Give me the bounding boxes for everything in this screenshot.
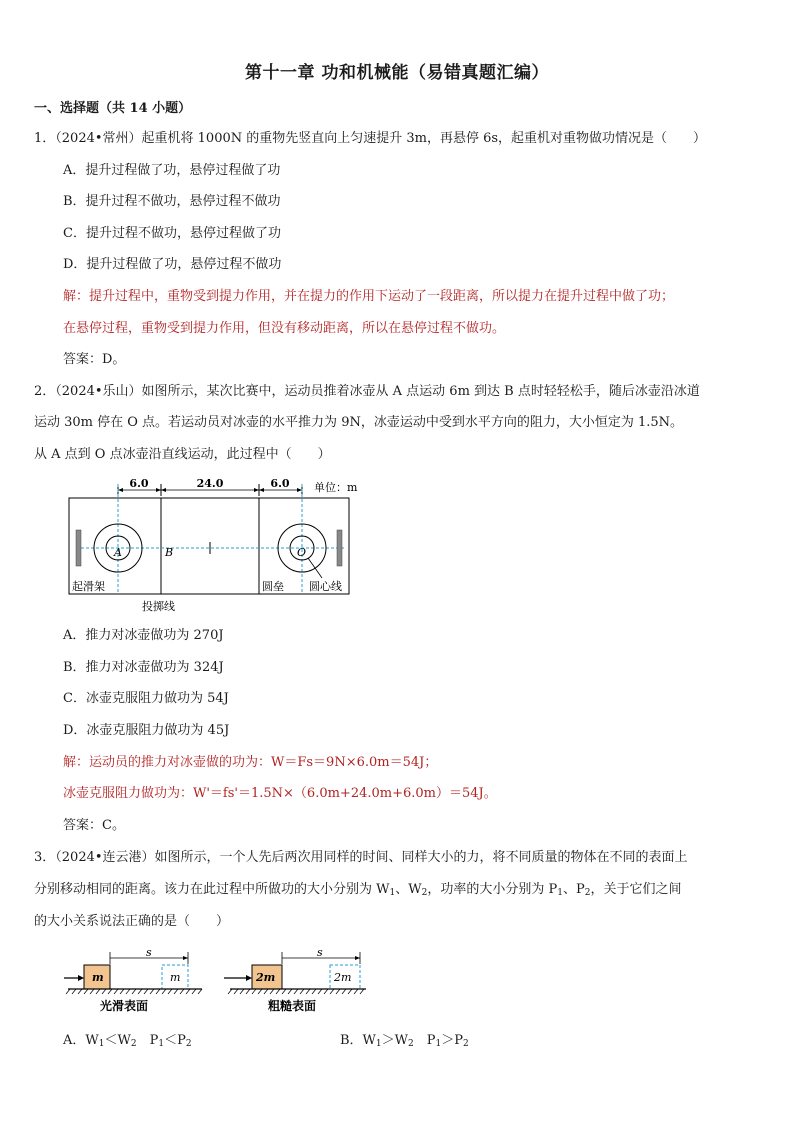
block-m-label: m (92, 971, 104, 984)
q2-option-c: C．冰壶克服阻力做功为 54J (63, 691, 229, 706)
throw-line-label: 投掷线 (142, 600, 175, 613)
block-2m-ghost-label: 2m (334, 971, 352, 984)
q2-option-b: B．推力对冰壶做功为 324J (63, 660, 224, 675)
dimension-label-2: 24.0 (196, 477, 224, 490)
surface-smooth-label: 光滑表面 (100, 999, 149, 1013)
distance-s-label-1: s (146, 948, 152, 959)
q3-stem-line-2: 分别移动相同的距离。该力在此过程中所做功的大小分别为 $W_1$、$W_2$，功率的大小分别为 $P_1$、$P_2$，关于它们之间 (34, 882, 682, 898)
q2-option-a: A．推力对冰壶做功为 270J (63, 628, 224, 643)
q2-answer: 答案：C。 (63, 818, 125, 833)
force-blocks-figure (62, 948, 372, 1020)
page-title: 第十一章 功和机械能（易错真题汇编） (245, 63, 549, 83)
q1-option-d: D．提升过程做了功，悬停过程不做功 (63, 257, 282, 272)
q1-stem: 1．（2024•常州）起重机将 1000N 的重物先竖直向上匀速提升 3m，再悬停 6s，起重机对重物做功情况是（ ） (34, 131, 707, 146)
point-a-label: A (114, 546, 122, 559)
point-o-label: O (297, 546, 307, 559)
section-heading: 一、选择题（共 14 小题） (34, 101, 192, 116)
q2-stem-line-3: 从 A 点到 O 点冰壶沿直线运动，此过程中（ ） (34, 447, 331, 462)
q1-answer: 答案：D。 (63, 352, 126, 367)
q2-solution-line-2: 冰壶克服阻力做功为：W'＝fs'＝1.5N×（6.0m+24.0m+6.0m）＝54J。 (63, 786, 497, 801)
q3-stem-line-3: 的大小关系说法正确的是（ ） (34, 914, 230, 929)
point-b-label: B (165, 546, 174, 559)
surface-rough-label: 粗糙表面 (268, 999, 317, 1013)
start-frame-label: 起滑架 (72, 580, 105, 593)
block-2m-label: 2m (256, 971, 276, 984)
q2-option-d: D．冰壶克服阻力做功为 45J (63, 723, 230, 738)
unit-label: 单位：m (314, 481, 358, 494)
q2-solution-line-1: 解：运动员的推力对冰壶做的功为：W＝Fs＝9N×6.0m＝54J； (63, 755, 438, 770)
q3-option-b: B．$W_1>W_2$ $P_1>P_2$ (340, 1033, 469, 1049)
dimension-label-3: 6.0 (270, 477, 290, 490)
q3-stem-line-1: 3．（2024•连云港）如图所示，一个人先后两次用同样的时间、同样大小的力，将不同质量的物体在不同的表面上 (34, 850, 688, 865)
curling-track-figure (66, 474, 366, 616)
dimension-label-1: 6.0 (129, 477, 149, 490)
house-label: 圆垒 (262, 580, 284, 593)
q3-option-a: A．$W_1<W_2$ $P_1<P_2$ (63, 1033, 192, 1049)
block-m-ghost-label: m (170, 971, 181, 984)
q1-solution-line-2: 在悬停过程，重物受到提力作用，但没有移动距离，所以在悬停过程不做功。 (63, 321, 506, 336)
distance-s-label-2: s (317, 948, 323, 959)
q1-option-b: B．提升过程不做功，悬停过程不做功 (63, 194, 281, 209)
q1-option-a: A．提升过程做了功，悬停过程做了功 (63, 163, 281, 178)
q1-option-c: C．提升过程不做功，悬停过程做了功 (63, 226, 281, 241)
q2-stem-line-2: 运动 30m 停在 O 点。若运动员对冰壶的水平推力为 9N，冰壶运动中受到水平方向的阻力，大小恒定为 1.5N。 (34, 415, 684, 430)
center-line-label: 圆心线 (309, 580, 342, 593)
q1-solution-line-1: 解：提升过程中，重物受到提力作用，并在提力的作用下运动了一段距离，所以提力在提升过程中做了功； (63, 289, 675, 304)
q2-stem-line-1: 2．（2024•乐山）如图所示，某次比赛中，运动员推着冰壶从 A 点运动 6m 到达 B 点时轻轻松手，随后冰壶沿冰道 (34, 384, 700, 399)
